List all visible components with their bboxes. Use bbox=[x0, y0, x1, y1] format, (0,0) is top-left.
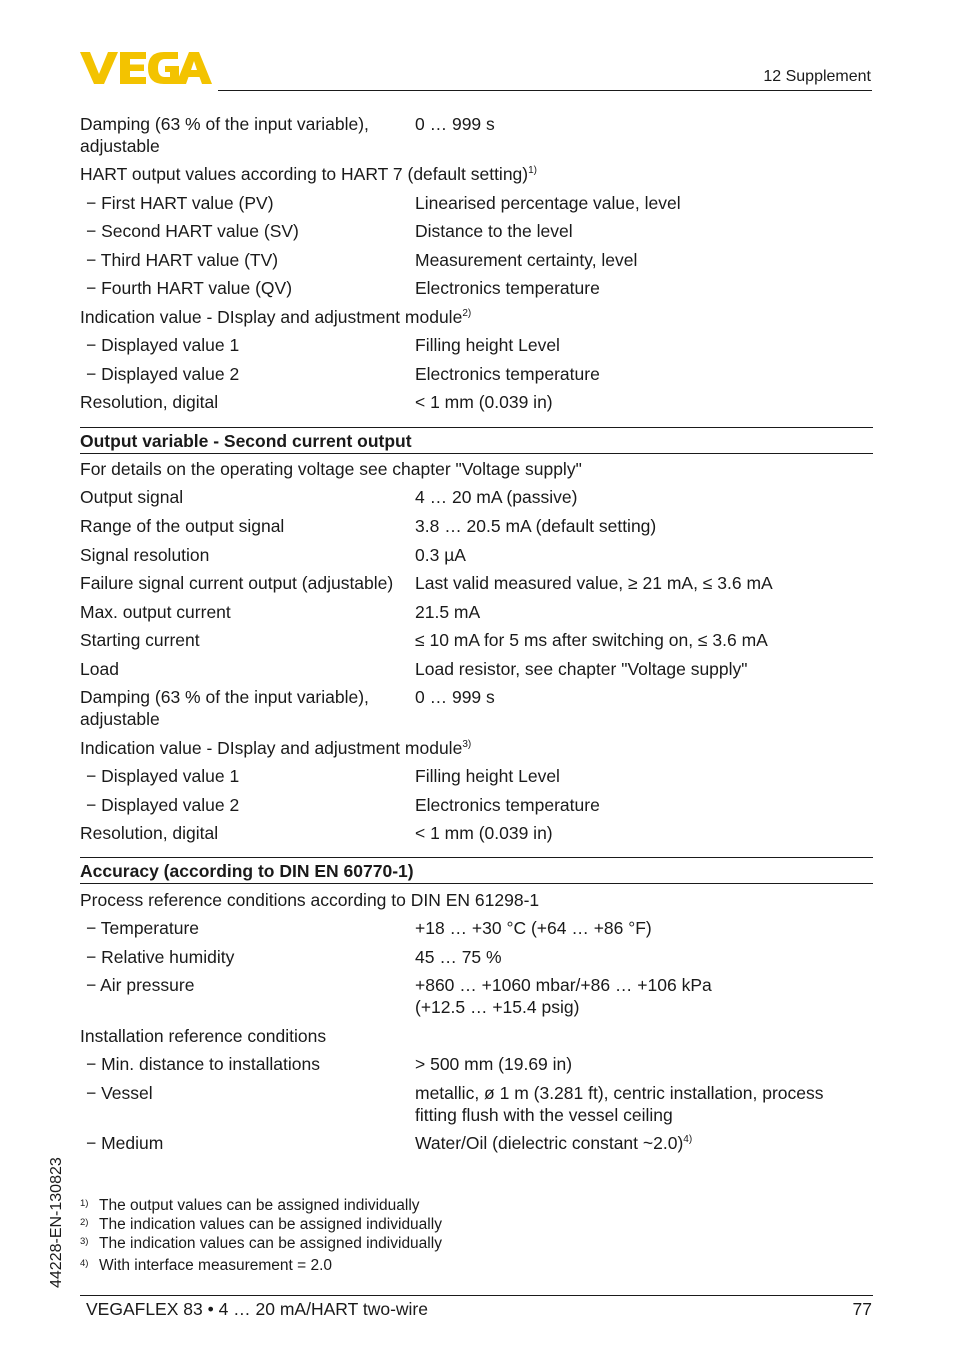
section-heading-accuracy: Accuracy (according to DIN EN 60770-1) bbox=[80, 857, 873, 884]
spec-value: < 1 mm (0.039 in) bbox=[415, 823, 553, 843]
spec-label: Output signal bbox=[80, 487, 184, 507]
spec-label: Max. output current bbox=[80, 602, 231, 622]
spec-value: 3.8 … 20.5 mA (default setting) bbox=[415, 516, 657, 536]
spec-value: Distance to the level bbox=[415, 221, 573, 241]
spec-label: − Temperature bbox=[86, 918, 200, 938]
spec-group-heading: Installation reference conditions bbox=[80, 1026, 327, 1046]
spec-value: 0 … 999 s bbox=[415, 114, 495, 134]
spec-label: − Second HART value (SV) bbox=[86, 221, 299, 241]
footnote-ref: 3) bbox=[462, 739, 472, 750]
spec-label: − Air pressure bbox=[86, 975, 195, 995]
spec-label: − Third HART value (TV) bbox=[86, 250, 279, 270]
footnote-ref: 4) bbox=[683, 1134, 693, 1145]
spec-label: Damping (63 % of the input variable), adjustable bbox=[80, 114, 369, 156]
spec-value: 0 … 999 s bbox=[415, 687, 495, 707]
spec-label: Starting current bbox=[80, 630, 200, 650]
spec-value: +860 … +1060 mbar/+86 … +106 kPa (+12.5 … +15.4 psig) bbox=[415, 975, 712, 1017]
spec-value: Last valid measured value, ≥ 21 mA, ≤ 3.6 mA bbox=[415, 573, 773, 593]
spec-note: For details on the operating voltage see chapter "Voltage supply" bbox=[80, 459, 582, 479]
spec-value: 4 … 20 mA (passive) bbox=[415, 487, 578, 507]
chapter-heading: 12 Supplement bbox=[763, 68, 871, 85]
spec-label: Load bbox=[80, 659, 119, 679]
spec-value: 21.5 mA bbox=[415, 602, 481, 622]
vega-logo bbox=[80, 52, 212, 84]
page-number: 77 bbox=[852, 1299, 872, 1319]
spec-label: Signal resolution bbox=[80, 545, 210, 565]
spec-value: Electronics temperature bbox=[415, 364, 600, 384]
spec-value: Water/Oil (dielectric constant ~2.0)$^{4)}$ bbox=[415, 1133, 693, 1153]
spec-group-heading: Indication value - DIsplay and adjustment module$^{2)}$ bbox=[80, 307, 472, 327]
spec-label: − First HART value (PV) bbox=[86, 193, 274, 213]
footnote-ref: 2) bbox=[462, 308, 472, 319]
header-rule bbox=[218, 90, 872, 91]
spec-label: − Min. distance to installations bbox=[86, 1054, 320, 1074]
spec-label: Resolution, digital bbox=[80, 392, 219, 412]
spec-value: Filling height Level bbox=[415, 335, 560, 355]
spec-value: +18 … +30 °C (+64 … +86 °F) bbox=[415, 918, 652, 938]
spec-label: − Relative humidity bbox=[86, 947, 235, 967]
spec-label: − Medium bbox=[86, 1133, 164, 1153]
spec-value: metallic, ø 1 m (3.281 ft), centric installation, process fitting flush with the vessel ceiling bbox=[415, 1083, 824, 1125]
spec-value: 45 … 75 % bbox=[415, 947, 502, 967]
spec-value: < 1 mm (0.039 in) bbox=[415, 392, 553, 412]
footnote-ref: 1) bbox=[528, 165, 538, 176]
section-heading-second-current-output: Output variable - Second current output bbox=[80, 427, 873, 454]
spec-value: 0.3 µA bbox=[415, 545, 466, 565]
document-number: 44228-EN-130823 bbox=[48, 1157, 65, 1288]
spec-label: − Displayed value 2 bbox=[86, 795, 240, 815]
spec-label: Range of the output signal bbox=[80, 516, 285, 536]
spec-value: Measurement certainty, level bbox=[415, 250, 638, 270]
spec-value: Filling height Level bbox=[415, 766, 560, 786]
spec-label: Damping (63 % of the input variable), adjustable bbox=[80, 687, 369, 729]
spec-value: Load resistor, see chapter "Voltage supply" bbox=[415, 659, 748, 679]
spec-label: − Displayed value 2 bbox=[86, 364, 240, 384]
footer-product: VEGAFLEX 83 • 4 … 20 mA/HART two-wire bbox=[86, 1299, 428, 1319]
spec-group-heading: HART output values according to HART 7 (default setting)$^{1)}$ bbox=[80, 164, 538, 184]
footer-rule bbox=[80, 1295, 873, 1296]
spec-label: Failure signal current output (adjustable) bbox=[80, 573, 394, 593]
spec-group-heading: Indication value - DIsplay and adjustment module$^{3)}$ bbox=[80, 738, 472, 758]
spec-label: − Displayed value 1 bbox=[86, 766, 240, 786]
spec-value: ≤ 10 mA for 5 ms after switching on, ≤ 3.6 mA bbox=[415, 630, 768, 650]
spec-label: − Fourth HART value (QV) bbox=[86, 278, 293, 298]
spec-group-heading: Process reference conditions according to DIN EN 61298-1 bbox=[80, 890, 540, 910]
spec-value: > 500 mm (19.69 in) bbox=[415, 1054, 573, 1074]
spec-value: Electronics temperature bbox=[415, 795, 600, 815]
spec-label: − Vessel bbox=[86, 1083, 153, 1103]
spec-value: Electronics temperature bbox=[415, 278, 600, 298]
spec-label: Resolution, digital bbox=[80, 823, 219, 843]
spec-value: Linearised percentage value, level bbox=[415, 193, 681, 213]
spec-label: − Displayed value 1 bbox=[86, 335, 240, 355]
